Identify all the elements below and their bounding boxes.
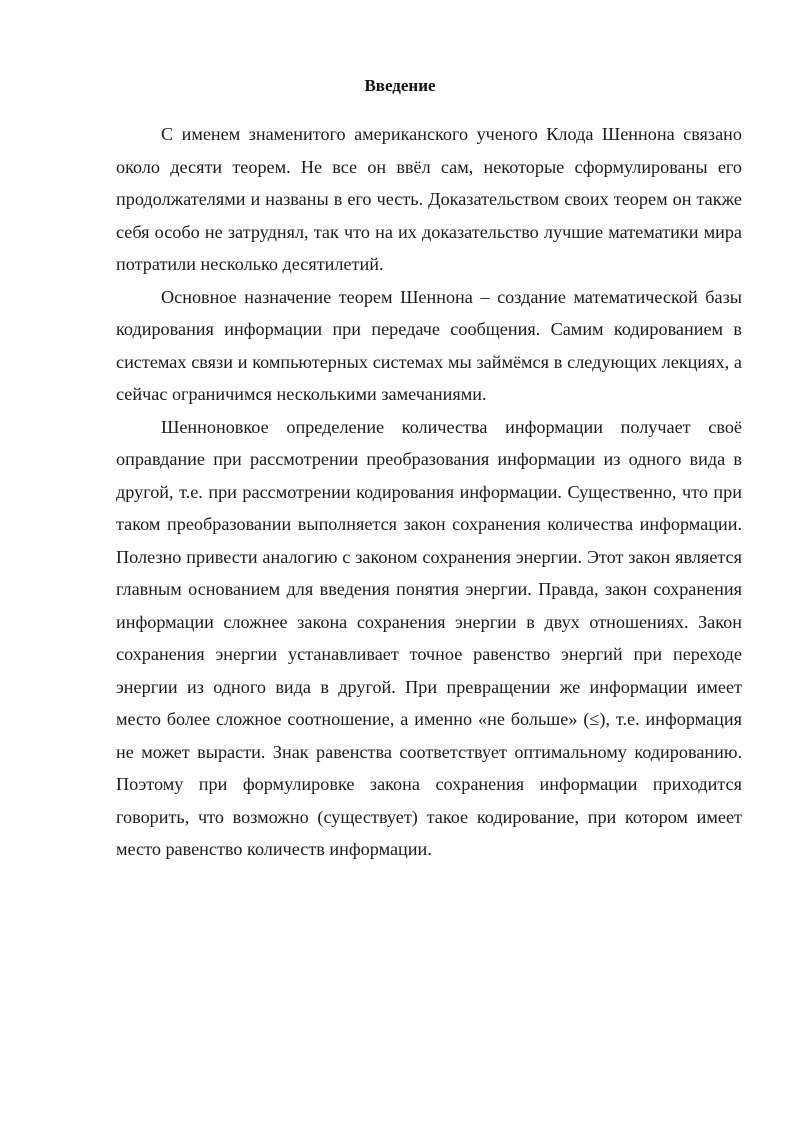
body-text: [116, 118, 742, 866]
paragraph-1: С именем знаменитого американского ученого Клода Шеннона связано около десяти теорем. Не все он ввёл сам, некоторые сформулированы его продолжателями и названы в его честь. Доказательством своих теорем он также себя особо не затруднял, так что на их доказательство лучшие математики мира потратили несколько десятилетий.: [116, 124, 742, 274]
page-title: Введение: [364, 76, 436, 95]
paragraph-3: Шенноновкое определение количества информации получает своё оправдание при рассмотрении преобразования информации из одного вида в другой, т.е. при рассмотрении кодирования информации. Существенно, что при таком преобразовании выполняется закон сохранения количества информации. Полезно привести аналогию с законом сохранения энергии. Этот закон является главным основанием для введения понятия энергии. Правда, закон сохранения информации сложнее закона сохранения энергии в двух отношениях. Закон сохранения энергии устанавливает точное равенство энергий при переходе энергии из одного вида в другой. При превращении же информации имеет место более сложное соотношение, а именно «не больше» (≤), т.е. информация не может вырасти. Знак равенства соответствует оптимальному кодированию. Поэтому при формулировке закона сохранения информации приходится говорить, что возможно (существует) такое кодирование, при котором имеет место равенство количеств информации.: [116, 416, 742, 859]
paragraph-2: Основное назначение теорем Шеннона – создание математической базы кодирования информации при передаче сообщения. Самим кодированием в системах связи и компьютерных системах мы займёмся в следующих лекциях, а сейчас ограничимся несколькими замечаниями.: [116, 286, 742, 404]
